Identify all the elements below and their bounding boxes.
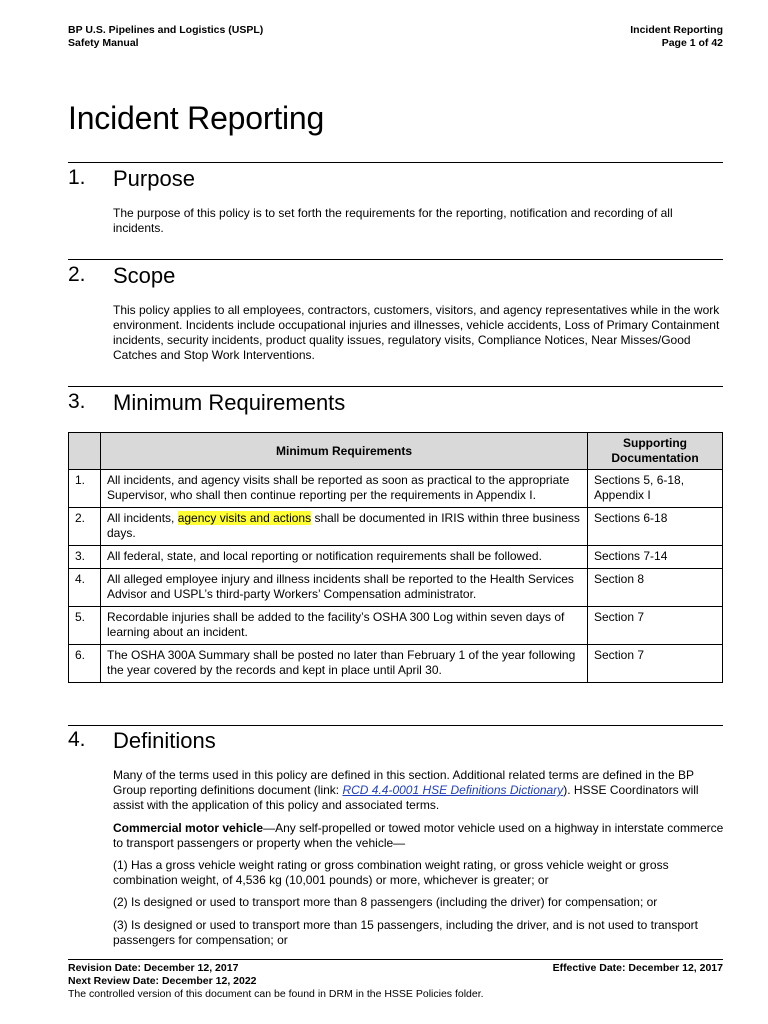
supporting-doc-cell: Sections 5, 6-18, Appendix I <box>588 470 723 508</box>
section-heading-purpose <box>68 166 723 196</box>
table-row <box>69 645 723 683</box>
table-row <box>69 546 723 569</box>
requirement-cell: Recordable injuries shall be added to the facility’s OSHA 300 Log within seven days of learning about an incident. <box>101 607 588 645</box>
section-number: 4. <box>68 728 86 751</box>
definition-item: (1) Has a gross vehicle weight rating or gross combination weight rating, or gross vehicle weight or gross combination weight, of 4,536 kg (10,001 pounds) or more, whichever is greater; or <box>113 858 669 887</box>
document-footer-left <box>68 962 484 1001</box>
row-number: 6. <box>69 645 101 683</box>
definitions-intro <box>113 768 725 813</box>
section-divider <box>68 725 723 726</box>
page-number: Page 1 of 42 <box>661 37 723 49</box>
section-heading-minimum-requirements <box>68 390 723 420</box>
row-number: 4. <box>69 569 101 607</box>
scope-text: This policy applies to all employees, contractors, customers, visitors, and agency representatives while in the work environment. Incidents include occupational injuries and illnesses, vehicle accidents, Loss of Primary Containment incidents, security incidents, product quality issues, regulatory visits, Compliance Notices, Near Misses/Good Catches and Stop Work Interventions. <box>113 303 720 362</box>
section-number: 2. <box>68 263 86 286</box>
definition-item: (3) Is designed or used to transport more than 15 passengers, including the driver, and is not used to transport passengers for compensation; or <box>113 918 699 947</box>
header-doc-name: Incident Reporting <box>630 24 723 36</box>
supporting-doc-cell: Sections 6-18 <box>588 508 723 546</box>
table-row <box>69 569 723 607</box>
organization-name: BP U.S. Pipelines and Logistics (USPL) <box>68 24 264 36</box>
row-number: 5. <box>69 607 101 645</box>
supporting-doc-cell: Sections 7-14 <box>588 546 723 569</box>
effective-date: Effective Date: December 12, 2017 <box>552 962 723 974</box>
purpose-text: The purpose of this policy is to set forth the requirements for the reporting, notification and recording of all incidents. <box>113 206 673 235</box>
definition-item: (2) Is designed or used to transport more than 8 passengers (including the driver) for compensation; or <box>113 895 658 909</box>
section-title: Scope <box>113 263 176 288</box>
requirement-cell: All incidents, and agency visits shall be reported as soon as practical to the appropriate Supervisor, who shall then continue reporting per the requirements in Appendix I. <box>101 470 588 508</box>
supporting-doc-cell: Section 8 <box>588 569 723 607</box>
document-header-left <box>68 24 263 50</box>
table-row <box>69 607 723 645</box>
section-number: 3. <box>68 390 86 413</box>
definitions-intro-text: Many of the terms used in this policy are defined in this section. Additional related terms are defined in the BP Group reporting definitions document (link: <box>113 768 694 797</box>
requirement-cell: The OSHA 300A Summary shall be posted no later than February 1 of the year following the year covered by the records and kept in place until April 30. <box>101 645 588 683</box>
row-number: 2. <box>69 508 101 546</box>
requirement-cell <box>101 508 588 546</box>
highlighted-text: agency visits and actions <box>177 511 312 525</box>
section-title: Purpose <box>113 166 195 191</box>
table-header-supporting-documentation: Supporting Documentation <box>588 433 723 470</box>
table-header-requirements: Minimum Requirements <box>101 433 588 470</box>
section-title: Minimum Requirements <box>113 390 346 415</box>
section-title: Definitions <box>113 728 216 753</box>
hse-definitions-dictionary-link[interactable]: RCD 4.4-0001 HSE Definitions Dictionary <box>342 783 564 797</box>
requirements-table <box>68 432 723 683</box>
footer-divider <box>68 959 723 960</box>
supporting-doc-cell: Section 7 <box>588 645 723 683</box>
section-heading-scope <box>68 263 723 293</box>
section-number: 1. <box>68 166 86 189</box>
supporting-doc-cell: Section 7 <box>588 607 723 645</box>
next-review-date: Next Review Date: December 12, 2022 <box>68 975 257 987</box>
definition-text: —Any self-propelled or towed motor vehicle used on a highway in interstate commerce to transport passengers or property when the vehicle— <box>113 821 724 850</box>
document-header-right <box>630 24 723 50</box>
section-heading-definitions <box>68 728 723 758</box>
section-divider <box>68 162 723 163</box>
table-row <box>69 470 723 508</box>
controlled-version-note: The controlled version of this document can be found in DRM in the HSSE Policies folder. <box>68 988 484 1000</box>
requirement-cell: All alleged employee injury and illness incidents shall be reported to the Health Services Advisor and USPL’s third-party Workers’ Compensation administrator. <box>101 569 588 607</box>
requirement-cell: All federal, state, and local reporting or notification requirements shall be followed. <box>101 546 588 569</box>
requirement-text: shall be documented in IRIS within three business days. <box>107 511 580 540</box>
table-row <box>69 508 723 546</box>
row-number: 1. <box>69 470 101 508</box>
manual-name: Safety Manual <box>68 37 139 49</box>
table-header-num <box>69 433 101 470</box>
revision-date: Revision Date: December 12, 2017 <box>68 962 239 974</box>
section-divider <box>68 259 723 260</box>
row-number: 3. <box>69 546 101 569</box>
section-divider <box>68 386 723 387</box>
definition-commercial-motor-vehicle <box>113 821 725 851</box>
definition-term: Commercial motor vehicle <box>113 821 264 835</box>
page-title: Incident Reporting <box>68 100 325 136</box>
table-header-row <box>69 433 723 470</box>
requirement-text: All incidents, <box>107 511 178 525</box>
definitions-intro-text: ). HSSE Coordinators will assist with the application of this policy and associated terms. <box>113 783 699 812</box>
